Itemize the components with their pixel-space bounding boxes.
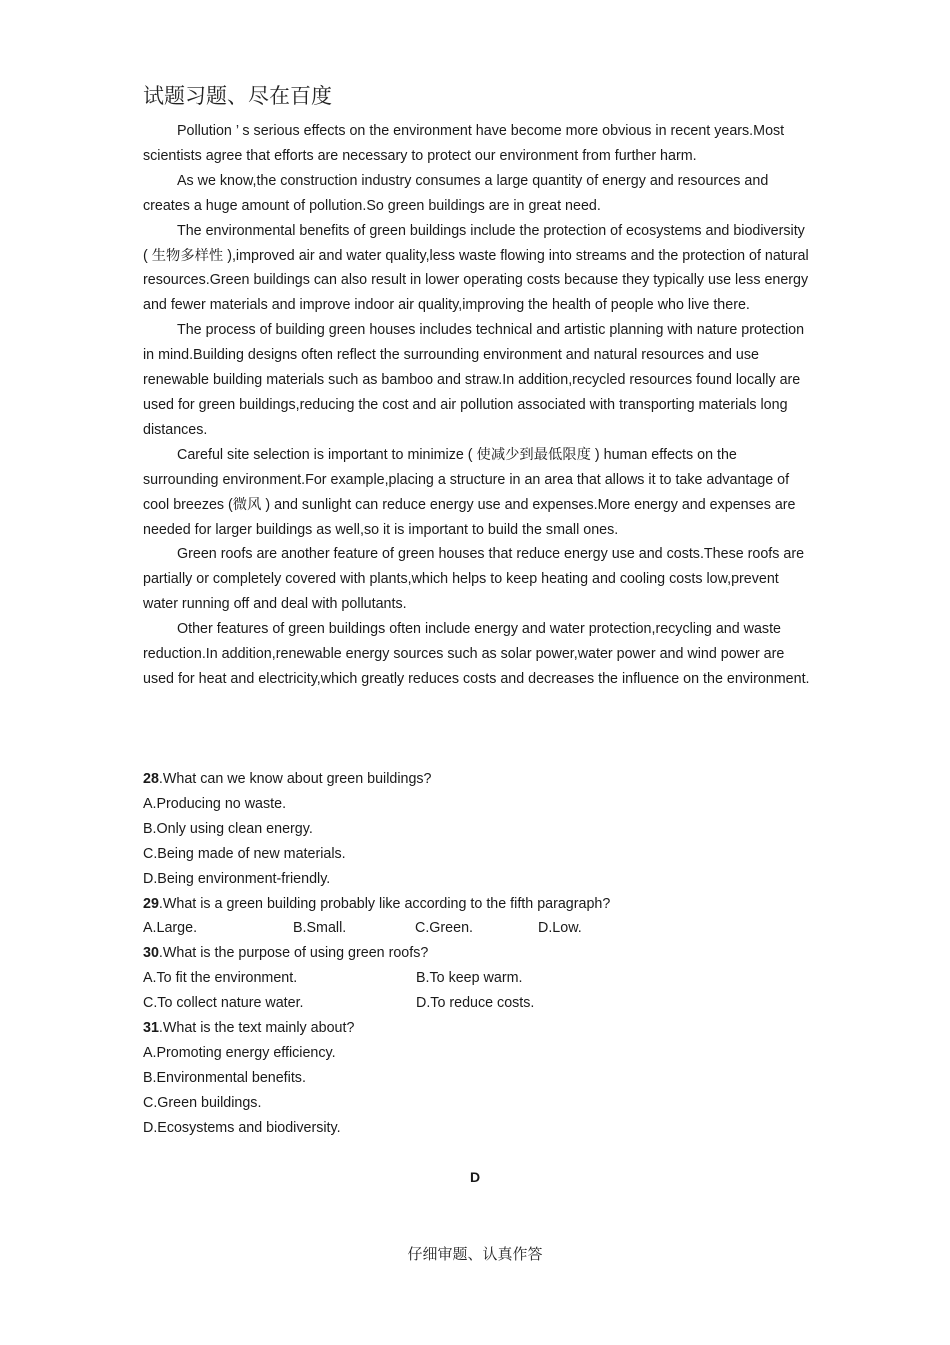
paragraph: The environmental benefits of green buildings include the protection of ecosystems and biodiversity ( 生物多样性 ),improved air and water quality,less waste flowing into streams and the protection of natural resources.Green buildings can also result in lower operating costs because they typically use less energy and fewer materials and improve indoor air quality,improving the health of people who live there. [143,222,809,314]
question-30 [143,941,811,966]
options-row [143,916,811,941]
answer-option: A.Promoting energy efficiency. [143,1044,336,1061]
answer-option: C.Being made of new materials. [143,845,346,862]
question-number: 30 [143,945,159,962]
question-29 [143,892,811,917]
answer-option: C.To collect nature water. [143,995,304,1012]
question-list [143,767,811,1141]
question-text: .What is a green building probably like according to the fifth paragraph? [158,895,611,912]
question-number: 29 [143,895,159,912]
section-heading: D [469,1169,481,1185]
answer-option: B.Only using clean energy. [143,820,313,837]
answer-option: D.To reduce costs. [416,995,535,1012]
question-number: 28 [143,771,159,787]
answer-option: A.Large. [143,920,198,937]
answer-option: B.Environmental benefits. [143,1069,306,1086]
answer-option: D.Low. [538,920,582,937]
question-text: .What is the text mainly about? [158,1020,355,1037]
answer-option: B.To keep warm. [416,970,523,987]
page-header: 试题习题、尽在百度 [143,84,332,108]
answer-option: A.Producing no waste. [143,795,287,812]
answer-option: C.Green. [415,920,474,937]
question-text: .What is the purpose of using green roofs? [158,945,429,962]
paragraph: The process of building green houses includes technical and artistic planning with nature protection in mind.Building designs often reflect the surrounding environment and natural resources and use renewable building materials such as bamboo and straw.In addition,recycled resources found locally are used for green buildings,reducing the cost and air pollution associated with transporting materials long distances. [143,322,805,438]
paragraph: Other features of green buildings often include energy and water protection,recycling and waste reduction.In addition,renewable energy sources such as solar power,water power and wind power are used for heat and electricity,which greatly reduces costs and decreases the influence on the environment. [143,621,810,687]
answer-option: D.Being environment-friendly. [143,870,331,887]
answer-option: A.To fit the environment. [143,970,298,987]
paragraph: Pollution ’ s serious effects on the environment have become more obvious in recent years.Most scientists agree that efforts are necessary to protect our environment from further harm. [143,123,785,164]
options-row [143,966,811,991]
reading-passage [143,119,811,692]
page-footer: 仔细审题、认真作答 [407,1245,543,1263]
options-row [143,991,811,1016]
question-text: .What can we know about green buildings? [158,771,432,787]
question-31 [143,1016,811,1041]
paragraph: Green roofs are another feature of green houses that reduce energy use and costs.These roofs are partially or completely covered with plants,which helps to keep heating and cooling costs low,prevent water running off and deal with pollutants. [143,546,805,613]
answer-option: B.Small. [293,920,347,937]
paragraph: As we know,the construction industry consumes a large quantity of energy and resources and creates a huge amount of pollution.So green buildings are in great need. [143,172,769,214]
answer-option: D.Ecosystems and biodiversity. [143,1119,341,1136]
question-number: 31 [143,1020,159,1037]
paragraph: Careful site selection is important to minimize ( 使减少到最低限度 ) human effects on the surrounding environment.For example,placing a structure in an area that allows it to take advantage of cool breezes (微风 ) and sunlight can reduce energy use and expenses.More energy and expenses are needed for larger buildings as well,so it is important to build the small ones. [143,446,796,538]
question-28 [143,767,811,792]
answer-option: C.Green buildings. [143,1094,262,1111]
